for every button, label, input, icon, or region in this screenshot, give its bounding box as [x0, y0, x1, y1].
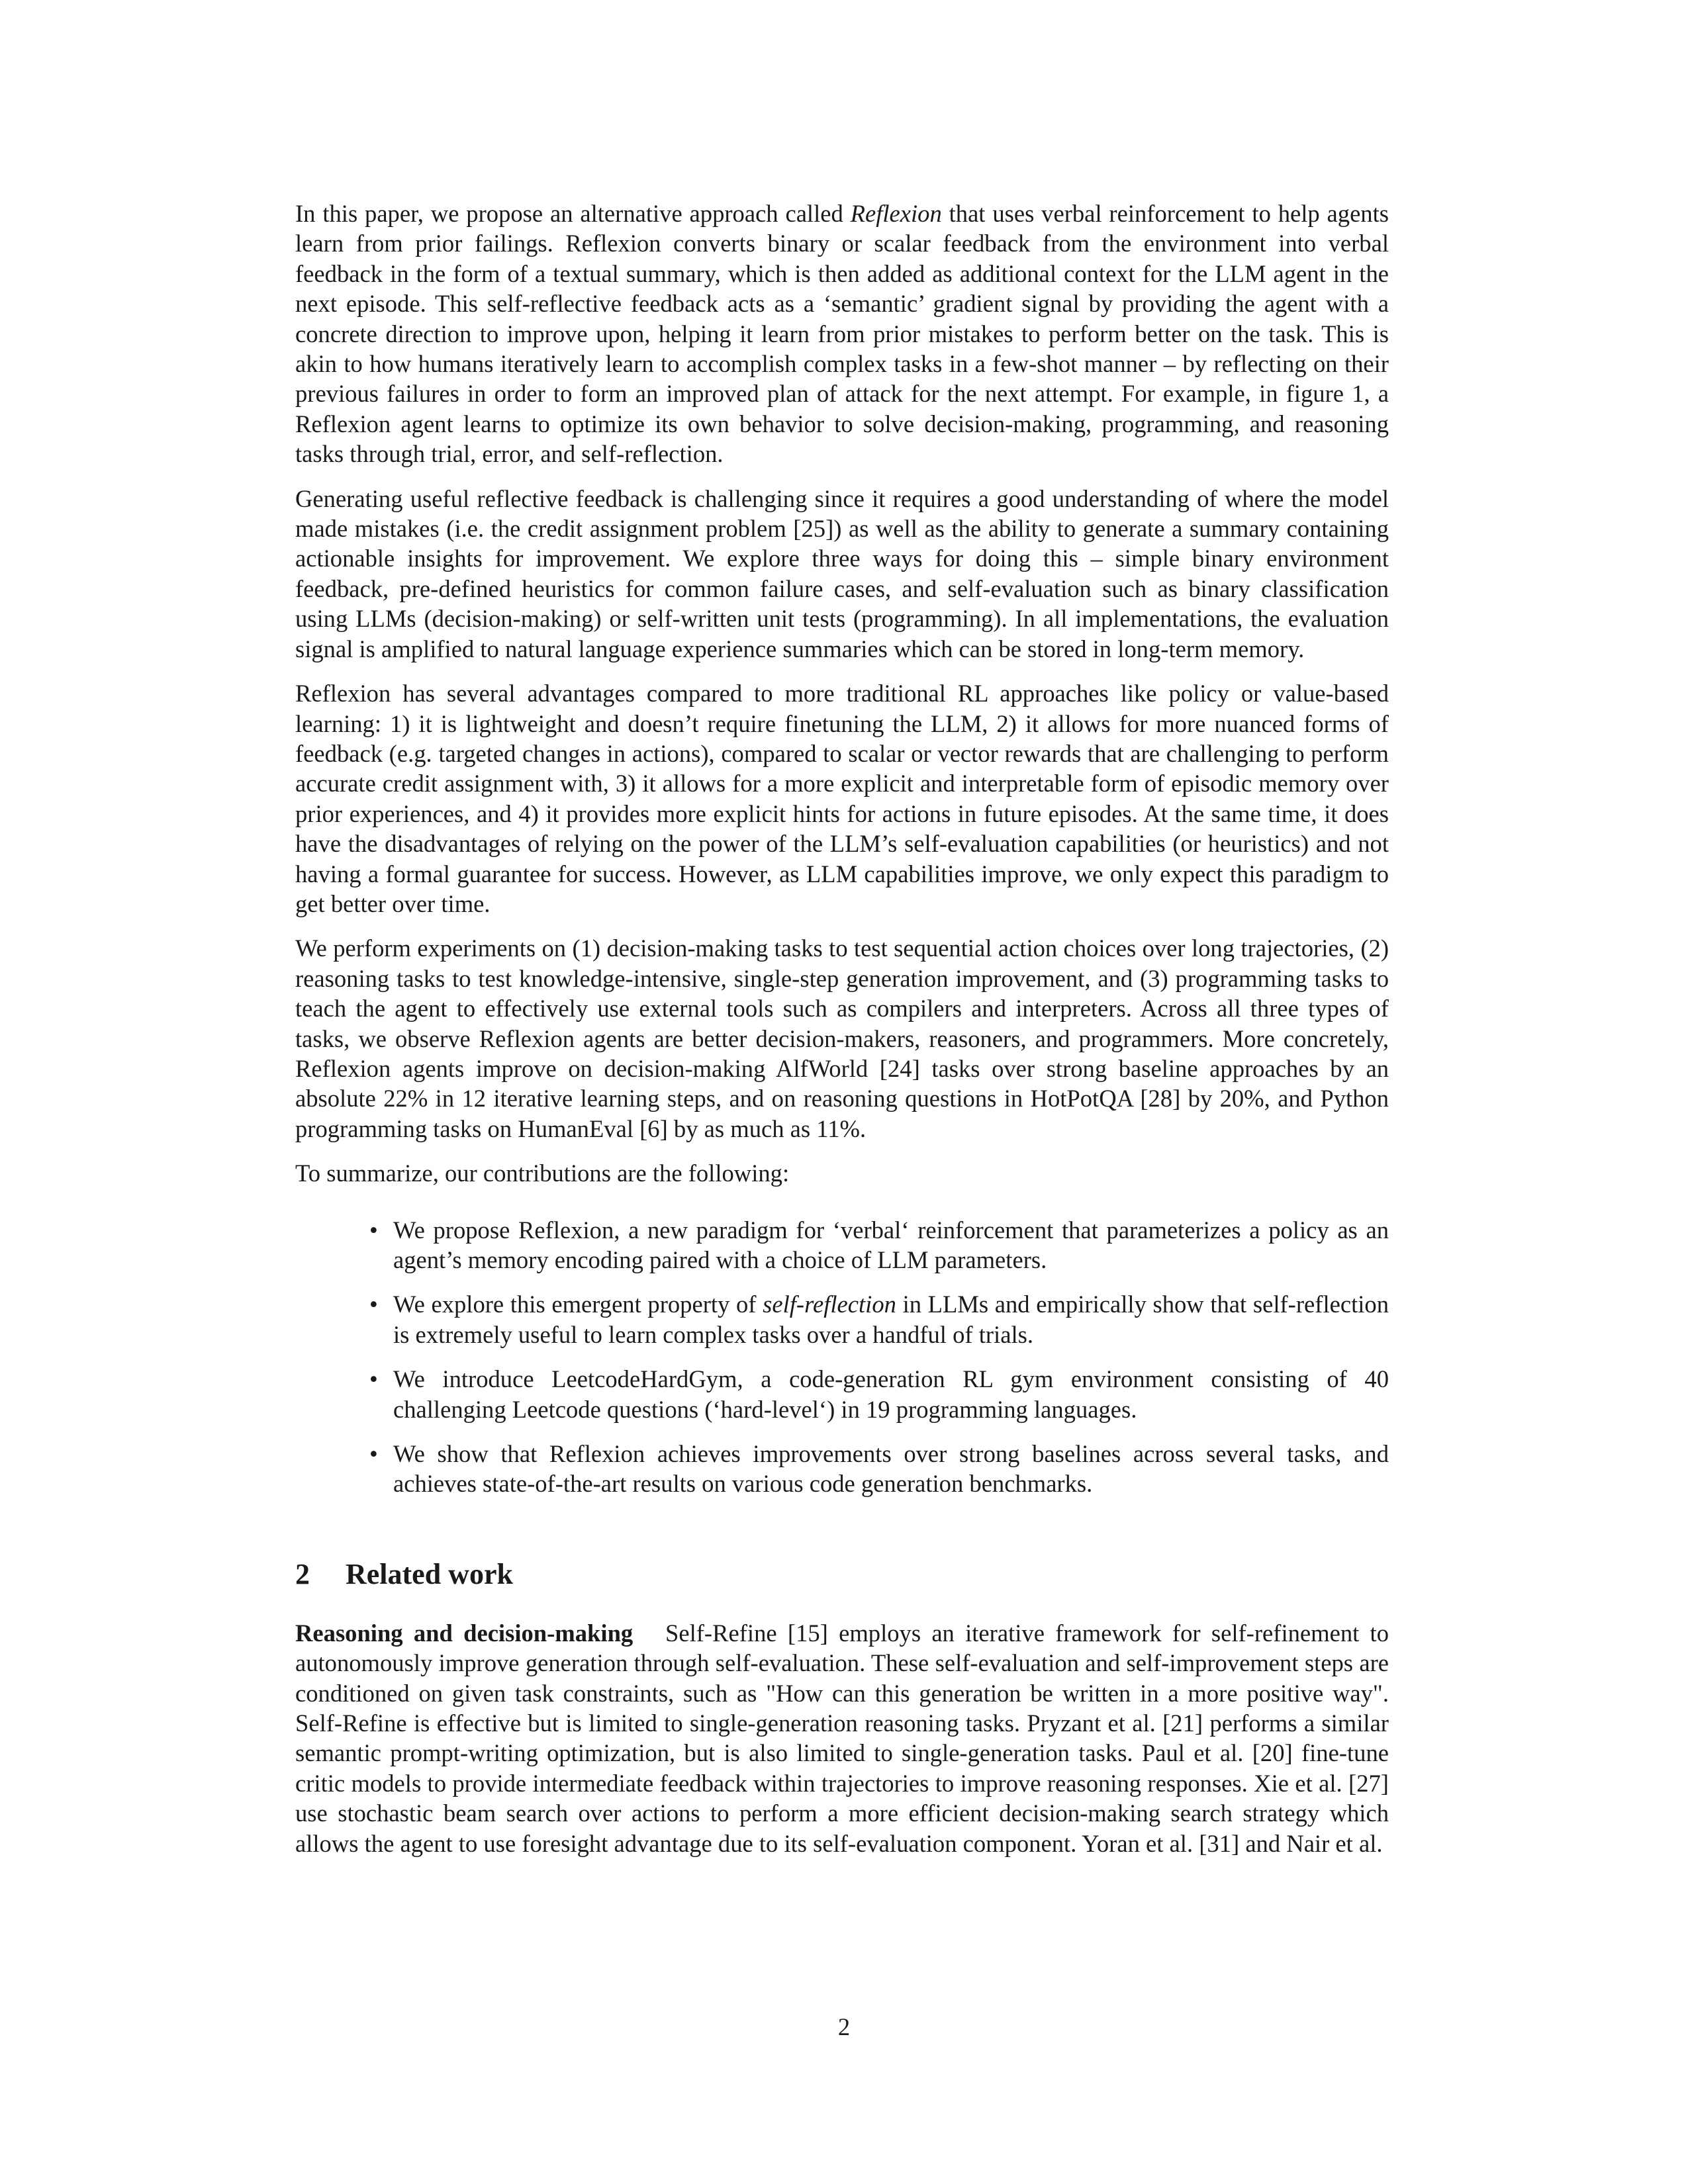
emphasis-reflexion: Reflexion — [850, 200, 942, 227]
section-title: Related work — [346, 1557, 513, 1590]
bullet-icon: • — [369, 1365, 378, 1393]
paragraph-text: In this paper, we propose an alternative approach called — [295, 200, 851, 227]
contribution-item — [369, 1289, 1389, 1349]
page-number: 2 — [837, 2013, 851, 2040]
contributions-list — [295, 1215, 1389, 1499]
contribution-text: We introduce LeetcodeHardGym, a code-generation RL gym environment consisting of 40 challenging Leetcode questions (‘hard-level‘) in 19 programming languages. — [393, 1365, 1389, 1423]
paragraph-text: that uses verbal reinforcement to help agents learn from prior failings. Reflexion converts binary or scalar feedback from the environment into verbal feedback in the form of a textual summary, which is then added as additional context for the LLM agent in the next episode. This self-reflective feedback acts as a ‘semantic’ gradient signal by providing the agent with a concrete direction to improve upon, helping it learn from prior mistakes to perform better on the task. This is akin to how humans iteratively learn to accomplish complex tasks in a few-shot manner – by reflecting on their previous failures in order to form an improved plan of attack for the next attempt. For example, in figure 1, a Reflexion agent learns to optimize its own behavior to solve decision-making, programming, and reasoning tasks through trial, error, and self-reflection. — [295, 200, 1389, 468]
contribution-text: We explore this emergent property of — [393, 1291, 763, 1318]
contribution-item — [369, 1215, 1389, 1275]
contribution-text: in LLMs and empirically show that self-reflection is extremely useful to learn complex tasks over a handful of trials. — [393, 1291, 1389, 1348]
contribution-item — [369, 1439, 1389, 1499]
intro-paragraph-reflexion — [295, 199, 1389, 469]
intro-paragraph-advantages: Reflexion has several advantages compared to more traditional RL approaches like policy or value-based learning: 1) it is lightweight and doesn’t require finetuning the LLM, 2) it allows for more nuanced forms of feedback (e.g. targeted changes in actions), compared to scalar or vector rewards that are challenging to perform accurate credit assignment with, 3) it allows for a more explicit and interpretable form of episodic memory over prior experiences, and 4) it provides more explicit hints for actions in future episodes. At the same time, it does have the disadvantages of relying on the power of the LLM’s self-evaluation capabilities (or heuristics) and not having a formal guarantee for success. However, as LLM capabilities improve, we only expect this paradigm to get better over time. — [295, 680, 1389, 917]
section-number: 2 — [295, 1557, 310, 1590]
bullet-icon: • — [369, 1440, 378, 1468]
related-work-paragraph — [295, 1618, 1389, 1858]
run-in-heading: Reasoning and decision-making — [295, 1619, 633, 1647]
intro-paragraph-summary-lead: To summarize, our contributions are the following: — [295, 1160, 790, 1187]
intro-paragraph-experiments: We perform experiments on (1) decision-making tasks to test sequential action choices over long trajectories, (2) reasoning tasks to test knowledge-intensive, single-step generation improvement, and (3) programming tasks to teach the agent to effectively use external tools such as compilers and interpreters. Across all three types of tasks, we observe Reflexion agents are better decision-makers, reasoners, and programmers. More concretely, Reflexion agents improve on decision-making AlfWorld [24] tasks over strong baseline approaches by an absolute 22% in 12 iterative learning steps, and on reasoning questions in HotPotQA [28] by 20%, and Python programming tasks on HumanEval [6] by as much as 11%. — [295, 934, 1389, 1142]
bullet-icon: • — [369, 1291, 378, 1318]
section-heading-related-work — [295, 1557, 1389, 1592]
bullet-icon: • — [369, 1216, 378, 1244]
paragraph-text: Self-Refine [15] employs an iterative framework for self-refinement to autonomously improve generation through self-evaluation. These self-evaluation and self-improvement steps are conditioned on given task constraints, such as "How can this generation be written in a more positive way". Self-Refine is effective but is limited to single-generation reasoning tasks. Pryzant et al. [21] performs a similar semantic prompt-writing optimization, but is also limited to single-generation tasks. Paul et al. [20] fine-tune critic models to provide intermediate feedback within trajectories to improve reasoning responses. Xie et al. [27] use stochastic beam search over actions to perform a more efficient decision-making search strategy which allows the agent to use foresight advantage due to its self-evaluation component. Yoran et al. [31] and Nair et al. — [295, 1619, 1389, 1857]
contribution-text: We propose Reflexion, a new paradigm for ‘verbal‘ reinforcement that parameterizes a policy as an agent’s memory encoding paired with a choice of LLM parameters. — [393, 1216, 1389, 1273]
paper-page-body — [295, 199, 1389, 1873]
contribution-item — [369, 1364, 1389, 1424]
contribution-text: We show that Reflexion achieves improvements over strong baselines across several tasks, and achieves state-of-the-art results on various code generation benchmarks. — [393, 1440, 1389, 1498]
emphasis-self-reflection: self-reflection — [763, 1291, 896, 1318]
intro-paragraph-feedback: Generating useful reflective feedback is challenging since it requires a good understanding of where the model made mistakes (i.e. the credit assignment problem [25]) as well as the ability to generate a summary containing actionable insights for improvement. We explore three ways for doing this – simple binary environment feedback, pre-defined heuristics for common failure cases, and self-evaluation such as binary classification using LLMs (decision-making) or self-written unit tests (programming). In all implementations, the evaluation signal is amplified to natural language experience summaries which can be stored in long-term memory. — [295, 484, 1389, 662]
